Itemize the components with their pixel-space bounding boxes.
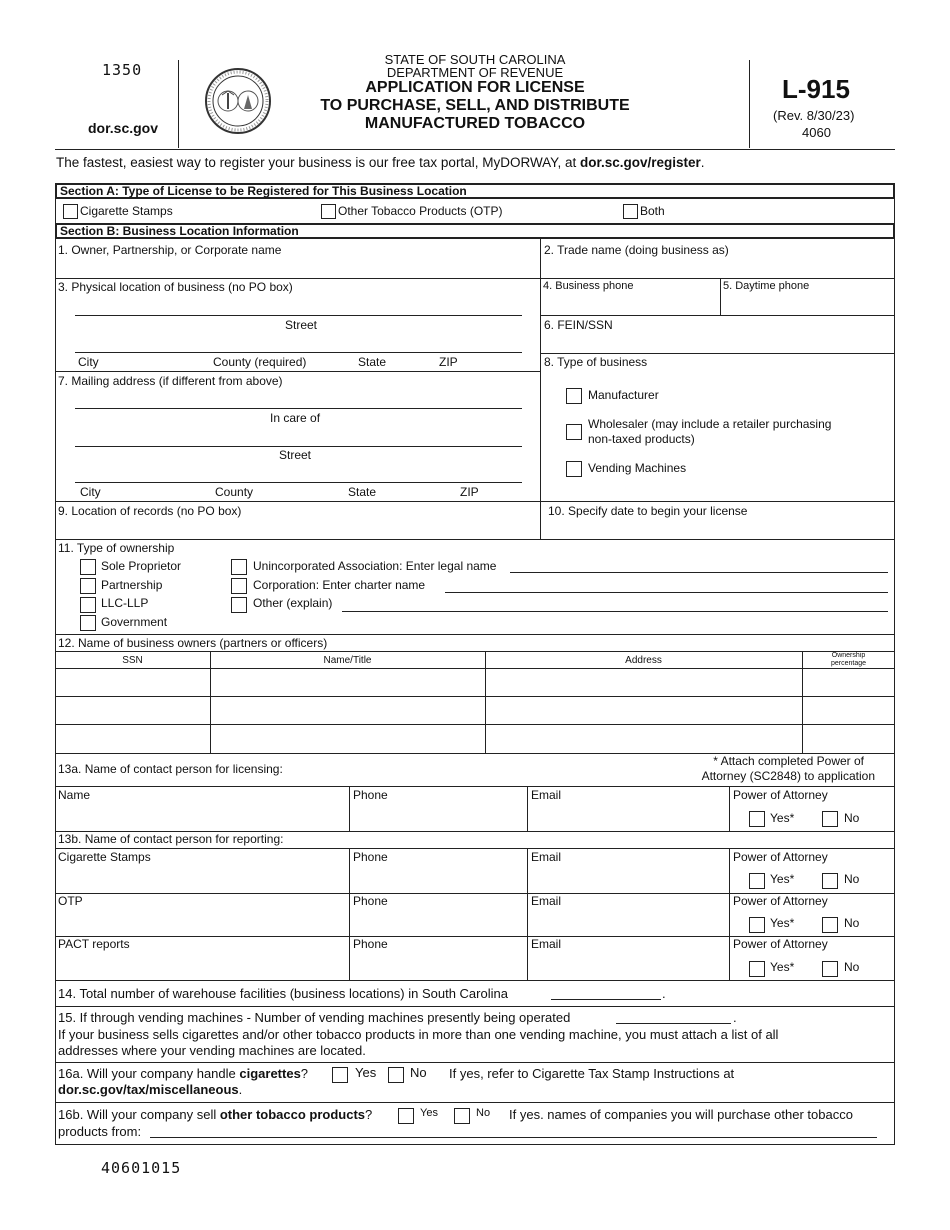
q14-line — [551, 999, 661, 1000]
sb-row1-line — [55, 278, 895, 279]
other-label: Other (explain) — [253, 596, 333, 610]
licensing-yes-checkbox[interactable] — [749, 811, 765, 827]
owners-row-line-0 — [55, 668, 895, 669]
q14-input[interactable] — [552, 984, 660, 998]
owners-row-line-2 — [55, 724, 895, 725]
pact-no-label: No — [844, 960, 860, 974]
mail-county-caption: County — [215, 485, 254, 499]
q16a-note: If yes, refer to Cigarette Tax Stamp Instructions at — [449, 1066, 735, 1081]
mail-city-line — [75, 482, 522, 483]
otp-no-label: No — [844, 916, 860, 930]
form-title-3: MANUFACTURED TOBACCO — [364, 115, 586, 132]
owner-name-input[interactable] — [57, 258, 537, 276]
mail-street-line — [75, 446, 522, 447]
llc-checkbox[interactable] — [80, 597, 96, 613]
form-code-top: 1350 — [102, 61, 143, 79]
q16b-q: ? — [365, 1107, 373, 1122]
ownership-word: Ownership — [831, 652, 866, 659]
sb-phone-vdiv — [720, 278, 721, 315]
contact-row3-bottom — [55, 980, 895, 981]
sb-fein-line — [540, 353, 895, 354]
sb-row4-line — [55, 501, 895, 502]
contact-13b-line — [55, 848, 895, 849]
other-checkbox[interactable] — [231, 597, 247, 613]
q16a-pre: 16a. Will your company handle — [58, 1066, 240, 1081]
q16a-question — [58, 1066, 308, 1081]
cigarette-stamps-checkbox[interactable] — [63, 204, 78, 219]
q15-underline — [616, 1023, 731, 1024]
otp-email-label: Email — [531, 894, 562, 908]
owners-row-line-1 — [55, 696, 895, 697]
pact-poa-label: Power of Attorney — [733, 937, 828, 951]
otp-label: Other Tobacco Products (OTP) — [338, 204, 503, 218]
cig-yes-label: Yes* — [770, 872, 795, 886]
manufacturer-checkbox[interactable] — [566, 388, 582, 404]
licensing-name-label: Name — [58, 788, 91, 802]
licensing-email-label: Email — [531, 788, 562, 802]
q15-bottom — [55, 1062, 895, 1063]
charter-name-input[interactable] — [446, 576, 887, 591]
licensing-phone-label: Phone — [353, 788, 388, 802]
ownership-bottom — [55, 634, 895, 635]
contact-vline-a3 — [729, 786, 730, 831]
legal-name-input[interactable] — [511, 556, 887, 571]
q16a-bottom — [55, 1102, 895, 1103]
q16a-no-label: No — [410, 1065, 427, 1080]
state-caption: State — [358, 355, 387, 369]
sb-row3-line — [55, 371, 540, 372]
q15-line1: 15. If through vending machines - Number of vending machines presently being operated — [58, 1010, 571, 1025]
contact-reporting-title: 13b. Name of contact person for reporting: — [58, 832, 284, 846]
q16b-pre: 16b. Will your company sell — [58, 1107, 220, 1122]
mail-care-of-input[interactable] — [76, 390, 520, 407]
sole-proprietor-checkbox[interactable] — [80, 559, 96, 575]
owners-vline-2 — [485, 651, 486, 753]
trade-name-label: 2. Trade name (doing business as) — [544, 243, 729, 257]
q14-text: 14. Total number of warehouse facilities (business locations) in South Carolina — [58, 986, 508, 1001]
pact-contact-label: PACT reports — [58, 937, 130, 951]
q16a-no-checkbox[interactable] — [388, 1067, 404, 1083]
daytime-phone-label: 5. Daytime phone — [723, 280, 810, 292]
ownership-title: 11. Type of ownership — [58, 541, 175, 555]
corporation-label: Corporation: Enter charter name — [253, 578, 426, 592]
unincorporated-checkbox[interactable] — [231, 559, 247, 575]
vending-checkbox[interactable] — [566, 461, 582, 477]
q15-end: . — [733, 1010, 737, 1025]
cig-email-label: Email — [531, 850, 562, 864]
q16a-yes-checkbox[interactable] — [332, 1067, 348, 1083]
licensing-no-label: No — [844, 811, 860, 825]
license-date-input[interactable] — [543, 519, 893, 537]
mail-state-caption: State — [348, 485, 377, 499]
cigarette-stamps-label: Cigarette Stamps — [80, 204, 173, 218]
poa-note-1: * Attach completed Power of — [713, 754, 864, 768]
cig-poa-label: Power of Attorney — [733, 850, 828, 864]
unincorporated-label: Unincorporated Association: Enter legal name — [253, 559, 497, 573]
website: dor.sc.gov — [88, 120, 159, 136]
contact-top-line — [55, 786, 895, 787]
pact-no-checkbox[interactable] — [822, 961, 838, 977]
street-input[interactable] — [76, 297, 520, 314]
contact-licensing-title: 13a. Name of contact person for licensing: — [58, 762, 283, 776]
pact-yes-checkbox[interactable] — [749, 961, 765, 977]
owners-col-address-header: Address — [625, 655, 662, 666]
q14-end: . — [662, 986, 666, 1001]
q14-bottom — [55, 1006, 895, 1007]
street-caption: Street — [285, 318, 318, 332]
q15-input[interactable] — [617, 1008, 730, 1022]
header-center — [280, 53, 670, 133]
pact-email-label: Email — [531, 937, 562, 951]
revision-date: (Rev. 8/30/23) — [773, 108, 855, 123]
physical-location-label: 3. Physical location of business (no PO box) — [58, 280, 293, 294]
q16b-input[interactable] — [151, 1122, 876, 1136]
header-divider-left — [178, 60, 179, 148]
contact-vline-a2 — [527, 786, 528, 831]
section-b-title: Section B: Business Location Information — [55, 223, 895, 239]
header-divider-right — [749, 60, 750, 148]
section-a-title: Section A: Type of License to be Registered for This Business Location — [55, 183, 895, 199]
cig-no-label: No — [844, 872, 860, 886]
header-bottom-rule — [55, 149, 895, 150]
city-line — [75, 352, 522, 353]
license-date-label: 10. Specify date to begin your license — [548, 504, 748, 518]
intro-end: . — [700, 155, 705, 170]
street-line — [75, 315, 522, 316]
city-county-input[interactable] — [76, 334, 520, 351]
poa-note-2: Attorney (SC2848) to application — [701, 769, 875, 783]
government-label: Government — [101, 615, 168, 629]
business-type-label: 8. Type of business — [544, 355, 648, 369]
form-number: L-915 — [782, 74, 850, 104]
mail-zip-caption: ZIP — [460, 485, 479, 499]
otp-yes-checkbox[interactable] — [749, 917, 765, 933]
otp-checkbox[interactable] — [321, 204, 336, 219]
owners-col-name-header: Name/Title — [323, 655, 372, 666]
q16b-yes-label: Yes — [420, 1107, 438, 1119]
both-label: Both — [640, 204, 665, 218]
cig-contact-label: Cigarette Stamps — [58, 850, 151, 864]
contact-vline-b2 — [527, 848, 528, 980]
pact-phone-label: Phone — [353, 937, 388, 951]
legal-name-line — [510, 572, 888, 573]
footer-barcode-text: 40601015 — [101, 1159, 182, 1177]
otp-poa-label: Power of Attorney — [733, 894, 828, 908]
both-checkbox[interactable] — [623, 204, 638, 219]
q16a-link[interactable]: dor.sc.gov/tax/miscellaneous — [58, 1082, 239, 1097]
mail-city-input[interactable] — [76, 464, 520, 481]
otp-contact-label: OTP — [58, 894, 83, 908]
q16b-note: If yes. names of companies you will purchase other tobacco — [509, 1107, 853, 1122]
q15-line2: If your business sells cigarettes and/or other tobacco products in more than one vending machine, you must attach a list of all — [58, 1027, 779, 1042]
zip-caption: ZIP — [439, 355, 458, 369]
q16b-bold: other tobacco products — [219, 1107, 366, 1122]
department-name: DEPARTMENT OF REVENUE — [386, 65, 564, 80]
county-caption: County (required) — [213, 355, 307, 369]
pact-yes-label: Yes* — [770, 960, 795, 974]
sb-vdivider — [540, 239, 541, 539]
business-phone-label: 4. Business phone — [543, 280, 634, 292]
records-location-input[interactable] — [57, 519, 537, 537]
q16b-line2: products from: — [58, 1124, 142, 1139]
trade-name-input[interactable] — [543, 258, 893, 276]
mailing-address-label: 7. Mailing address (if different from above) — [58, 374, 283, 388]
poa-note — [680, 754, 890, 784]
mail-street-caption: Street — [279, 448, 312, 462]
mail-name-line — [75, 408, 522, 409]
partnership-label: Partnership — [101, 578, 163, 592]
mail-city-caption: City — [80, 485, 101, 499]
wholesaler-label-2: non-taxed products) — [588, 432, 695, 446]
q16a-bold: cigarettes — [239, 1066, 301, 1081]
cig-no-checkbox[interactable] — [822, 873, 838, 889]
otp-yes-label: Yes* — [770, 916, 795, 930]
contact-vline-b3 — [729, 848, 730, 980]
owners-col-pct-header — [802, 652, 895, 668]
licensing-yes-label: Yes* — [770, 811, 795, 825]
other-explain-input[interactable] — [343, 595, 887, 610]
owners-title: 12. Name of business owners (partners or officers) — [58, 636, 328, 650]
owners-col-ssn-header: SSN — [122, 655, 143, 666]
sb-phone-line — [540, 315, 895, 316]
fein-input[interactable] — [543, 334, 893, 352]
intro-text — [56, 155, 705, 170]
government-checkbox[interactable] — [80, 615, 96, 631]
sb-row5-line — [55, 539, 895, 540]
owners-header-line — [55, 651, 895, 652]
contact-vline-a1 — [349, 786, 350, 831]
q16b-no-label: No — [476, 1107, 491, 1119]
in-care-of-caption: In care of — [270, 411, 321, 425]
otp-phone-label: Phone — [353, 894, 388, 908]
q16b-underline — [150, 1137, 877, 1138]
form-title-1: APPLICATION FOR LICENSE — [365, 79, 585, 96]
city-caption: City — [78, 355, 99, 369]
intro-link[interactable]: dor.sc.gov/register — [579, 155, 701, 170]
percentage-word: percentage — [830, 660, 867, 667]
owner-name-label: 1. Owner, Partnership, or Corporate name — [58, 243, 282, 257]
licensing-poa-label: Power of Attorney — [733, 788, 828, 802]
owners-vline-3 — [802, 651, 803, 753]
licensing-no-checkbox[interactable] — [822, 811, 838, 827]
charter-name-line — [445, 592, 888, 593]
manufacturer-label: Manufacturer — [588, 388, 659, 402]
wholesaler-label: Wholesaler (may include a retailer purchasing — [588, 417, 832, 431]
q16a-end: . — [238, 1082, 243, 1097]
cig-yes-checkbox[interactable] — [749, 873, 765, 889]
mail-street-input[interactable] — [76, 428, 520, 445]
owners-vline-1 — [210, 651, 211, 753]
wholesaler-checkbox[interactable] — [566, 424, 582, 440]
sole-proprietor-label: Sole Proprietor — [101, 559, 182, 573]
contact-vline-b1 — [349, 848, 350, 980]
state-seal — [204, 67, 272, 135]
intro-body: The fastest, easiest way to register your business is our free tax portal, MyDORWAY, at — [56, 155, 580, 170]
state-name: STATE OF SOUTH CAROLINA — [384, 52, 566, 67]
q16a-yes-label: Yes — [355, 1065, 377, 1080]
otp-no-checkbox[interactable] — [822, 917, 838, 933]
llc-label: LLC-LLP — [101, 596, 149, 610]
other-explain-line — [342, 611, 888, 612]
daytime-phone-input[interactable] — [722, 296, 893, 314]
records-location-label: 9. Location of records (no PO box) — [58, 504, 242, 518]
partnership-checkbox[interactable] — [80, 578, 96, 594]
vending-label: Vending Machines — [588, 461, 687, 475]
business-phone-input[interactable] — [542, 296, 718, 314]
fein-label: 6. FEIN/SSN — [544, 318, 613, 332]
q16a-q: ? — [300, 1066, 309, 1081]
q16b-question — [58, 1107, 372, 1122]
corporation-checkbox[interactable] — [231, 578, 247, 594]
form-title-2: TO PURCHASE, SELL, AND DISTRIBUTE — [320, 97, 630, 114]
q16a-link-line — [58, 1082, 242, 1097]
cig-phone-label: Phone — [353, 850, 388, 864]
form-id: 4060 — [802, 125, 831, 140]
q15-line3: addresses where your vending machines are located. — [58, 1043, 366, 1058]
